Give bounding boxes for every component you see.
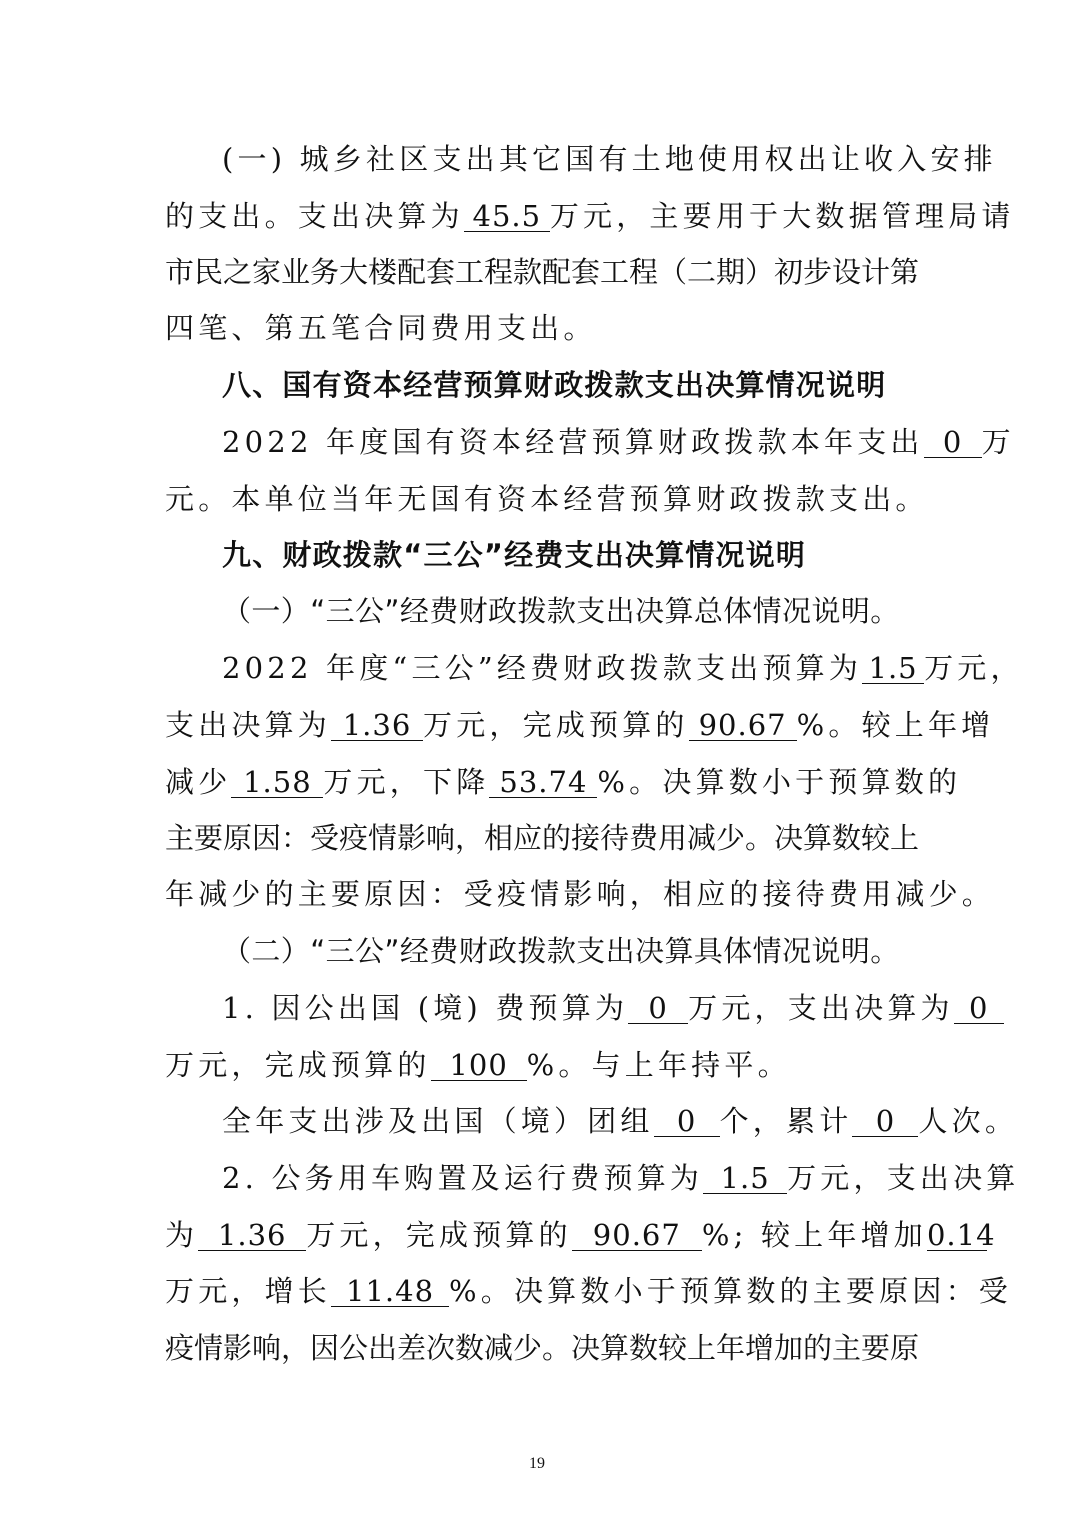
text: %。较上年增 (796, 708, 995, 742)
text: 为 (165, 1218, 199, 1252)
text: %; 较上年增加 (701, 1218, 927, 1252)
text: 2. 公务用车购置及运行费预算为 (222, 1161, 704, 1195)
paragraph-line (165, 196, 1015, 236)
text: 万元，下降 (323, 765, 490, 799)
paragraph-line (165, 762, 962, 802)
heading-text: （二）“三公”经费财政拨款支出决算具体情况说明。 (222, 934, 900, 968)
text: 主要原因：受疫情影响，相应的接待费用减少。决算数较上 (165, 821, 920, 855)
paragraph-line (165, 308, 915, 348)
heading-text: 八、国有资本经营预算财政拨款支出决算情况说明 (222, 368, 887, 402)
filled-blank-value: 0 (954, 993, 1004, 1024)
section-heading (222, 365, 912, 405)
text: 四笔、第五笔合同费用支出。 (165, 311, 597, 345)
heading-text: 九、财政拨款“三公”经费支出决算情况说明 (222, 538, 807, 572)
text: 万元，支出决算 (787, 1161, 1020, 1195)
text: 万元，增长 (165, 1274, 332, 1308)
paragraph-line (165, 1045, 915, 1085)
paragraph-line (222, 422, 1015, 462)
filled-blank-value: 90.67 (572, 1220, 702, 1251)
paragraph-line (222, 1101, 1019, 1141)
text: 万 (981, 425, 1015, 459)
text: %。与上年持平。 (526, 1048, 791, 1082)
paragraph-line (165, 479, 929, 519)
filled-blank-value: 1.5 (862, 653, 924, 684)
text: 万元，主要用于大数据管理局请 (549, 199, 1015, 233)
paragraph-line (222, 1158, 1020, 1198)
text: 年减少的主要原因：受疫情影响，相应的接待费用减少。 (165, 877, 996, 911)
filled-blank-value: 1.36 (331, 710, 423, 741)
text: 万元，支出决算为 (688, 991, 954, 1025)
filled-blank-value: 1.58 (231, 767, 323, 798)
text: 人次。 (918, 1104, 1019, 1138)
text: 万元，完成预算的 (306, 1218, 572, 1252)
text: 的支出。支出决算为 (165, 199, 464, 233)
text: 全年支出涉及出国（境）团组 (222, 1104, 654, 1138)
filled-blank-value: 11.48 (331, 1276, 449, 1307)
text: 疫情影响，因公出差次数减少。决算数较上年增加的主要原 (165, 1331, 920, 1365)
filled-blank-value: 0 (654, 1106, 720, 1137)
filled-blank-value: 45.5 (464, 201, 550, 232)
filled-blank-value: 0.14 (926, 1218, 996, 1252)
filled-blank-value: 0 (852, 1106, 918, 1137)
heading-text: （一）“三公”经费财政拨款支出决算总体情况说明。 (222, 594, 900, 628)
paragraph-line (222, 139, 997, 179)
text: 个，累计 (719, 1104, 853, 1138)
filled-blank-value: 1.36 (198, 1220, 306, 1251)
text: 万元，完成预算的 (423, 708, 689, 742)
text: 万元， (924, 651, 1024, 685)
text: 支出决算为 (165, 708, 332, 742)
text: 2022 年度“三公”经费财政拨款支出预算为 (222, 651, 863, 685)
text: 1. 因公出国 (境) 费预算为 (222, 991, 629, 1025)
section-heading (222, 535, 912, 575)
paragraph-line (165, 818, 920, 858)
filled-blank-value: 90.67 (689, 710, 797, 741)
page-number: 19 (529, 1455, 545, 1472)
text: 市民之家业务大楼配套工程款配套工程（二期）初步设计第 (165, 255, 920, 289)
paragraph-line (165, 1328, 920, 1368)
text: %。决算数小于预算数的 (597, 765, 962, 799)
text: 万元，完成预算的 (165, 1048, 431, 1082)
subsection-heading (222, 931, 972, 971)
text: 减少 (165, 765, 232, 799)
text: 元。本单位当年无国有资本经营预算财政拨款支出。 (165, 482, 929, 516)
filled-blank-value: 100 (431, 1050, 527, 1081)
paragraph-line (222, 648, 1024, 688)
paragraph-line (165, 705, 995, 745)
filled-blank-value: 0 (924, 427, 982, 458)
filled-blank-value: 0 (628, 993, 688, 1024)
paragraph-line (165, 874, 996, 914)
text: 2022 年度国有资本经营预算财政拨款本年支出 (222, 425, 924, 459)
paragraph-line (165, 1271, 1012, 1311)
paragraph-line (222, 988, 989, 1028)
paragraph-line (165, 252, 920, 292)
text: (一) 城乡社区支出其它国有土地使用权出让收入安排 (222, 142, 997, 176)
filled-blank-value: 53.74 (489, 767, 597, 798)
subsection-heading (222, 591, 972, 631)
text: %。决算数小于预算数的主要原因：受 (449, 1274, 1012, 1308)
filled-blank-value: 1.5 (703, 1163, 787, 1194)
paragraph-line (165, 1215, 996, 1255)
